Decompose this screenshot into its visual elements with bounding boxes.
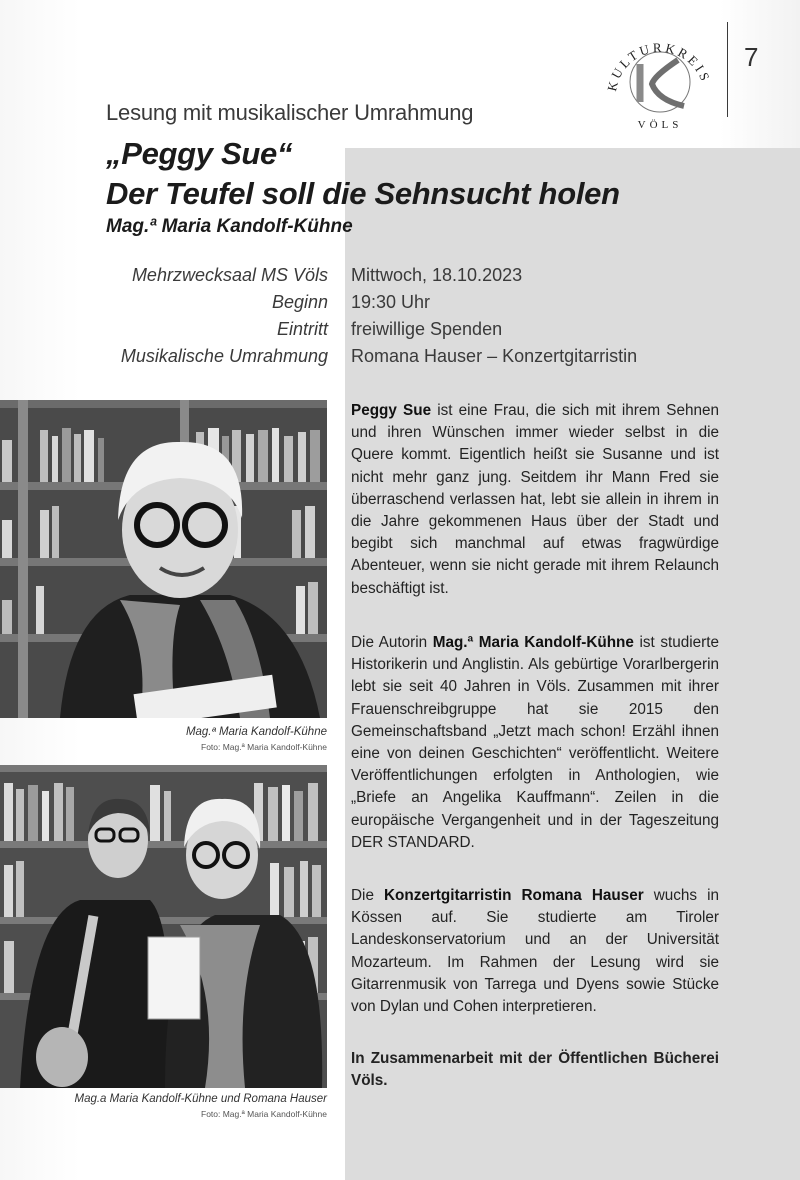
kulturkreis-logo — [594, 24, 724, 132]
body-p3-prefix: Die — [351, 887, 384, 904]
info-label-venue: Mehrzwecksaal MS Völs — [131, 265, 328, 285]
page-number: 7 — [744, 42, 759, 72]
author-and-guitarist-photo — [0, 765, 327, 1088]
photo2-credit: Foto: Mag.ª Maria Kandolf-Kühne — [201, 1109, 327, 1119]
body-p1-text: ist eine Frau, die sich mit ihrem Sehnen und ihren Wünschen immer wieder selbst in die Quere kommt. Eigentlich heißt sie Susanne und ist nicht mehr ganz jung. Seitdem ihr Mann Fred sie überraschend verlassen hat, lebt sie allein in ihrem in die Jahre gekommenen Haus über der Stadt und begibt sich manchmal auf etwas fragwürdige Abenteuer, wenn sie nicht gerade mit ihrem Relaunch beschäftigt ist. — [351, 402, 719, 597]
info-row — [0, 292, 800, 320]
info-value-date: Mittwoch, 18.10.2023 — [351, 265, 523, 285]
body-p2-bold: Mag.ª Maria Kandolf-Kühne — [432, 634, 634, 651]
info-value-music: Romana Hauser – Konzertgitarristin — [351, 346, 638, 366]
body-paragraph-2 — [351, 632, 719, 854]
photo2-caption: Mag.a Maria Kandolf-Kühne und Romana Hauser — [74, 1093, 327, 1105]
info-label-music: Musikalische Umrahmung — [120, 346, 328, 366]
info-value-admission: freiwillige Spenden — [351, 319, 503, 339]
info-label-admission: Eintritt — [276, 319, 328, 339]
info-row — [0, 346, 800, 374]
info-label-start: Beginn — [271, 292, 328, 312]
info-value-time: 19:30 Uhr — [351, 292, 431, 312]
body-p2-text: ist studierte Historikerin und Anglistin. Als gebürtige Vorarlbergerin lebt sie seit 40 Jahren in Völs. Zusammen mit ihrer Frauenschreibgruppe hat sie 2015 den Gemeinschaftsband „Jetzt mach schon! Erzähl ihnen eine von deinen Geschichten“ veröffentlicht. Weitere Veröffentlichungen erfolgten in Anthologien, wie „Briefe an Angelika Kauffmann“. Zeilen in die europäische Vergangenheit und in der Tageszeitung DER STANDARD. — [351, 634, 719, 851]
body-paragraph-1 — [351, 400, 719, 600]
body-paragraph-3 — [351, 885, 719, 1018]
event-subtitle: Lesung mit musikalischer Umrahmung — [106, 100, 474, 125]
photo1-credit: Foto: Mag.ª Maria Kandolf-Kühne — [201, 742, 327, 752]
logo-ring-text: KULTURKREIS — [604, 39, 714, 93]
header-divider — [727, 22, 728, 117]
logo-bottom-text: VÖLS — [637, 119, 683, 131]
photo1-caption: Mag.ª Maria Kandolf-Kühne — [185, 726, 327, 738]
event-title-line1: „Peggy Sue“ — [106, 136, 293, 171]
book-in-hands — [148, 937, 200, 1019]
event-title-line2: Der Teufel soll die Sehnsucht holen — [106, 176, 620, 211]
body-p3-text: wuchs in Kössen auf. Sie studierte am Tiroler Landeskonservatorium und an der Universität Mozarteum. Im Rahmen der Lesung wird sie Gitarrenmusik von Tarrega und Dyens sowie Stücke von Dylan und Cohen interpretieren. — [351, 887, 719, 1016]
event-author: Mag.ª Maria Kandolf-Kühne — [106, 216, 353, 237]
info-row — [0, 319, 800, 347]
body-p3-bold: Konzertgitarristin Romana Hauser — [383, 887, 644, 904]
info-row — [0, 265, 800, 293]
author-portrait-photo — [0, 400, 327, 718]
body-paragraph-4: In Zusammenarbeit mit der Öffentlichen Bücherei Völs. — [351, 1050, 719, 1090]
body-p2-prefix: Die Autorin — [351, 634, 433, 651]
body-p1-bold: Peggy Sue — [351, 402, 432, 419]
